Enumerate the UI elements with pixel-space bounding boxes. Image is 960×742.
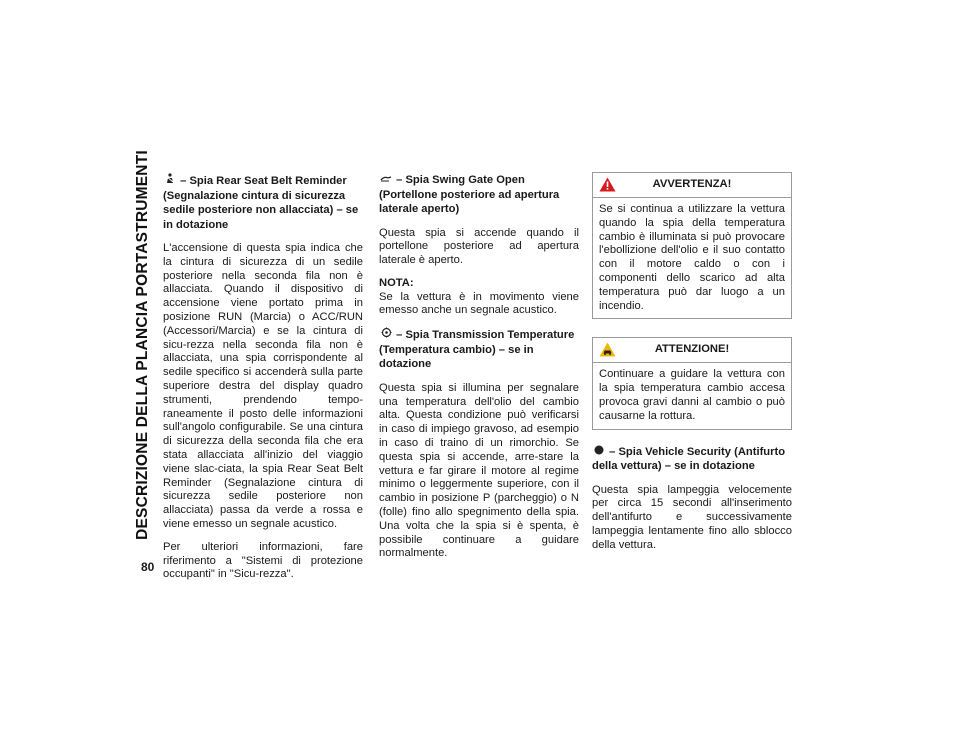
rear-seat-belt-heading [163, 173, 363, 232]
caution-title: ATTENZIONE! [654, 343, 730, 356]
transmission-temperature-heading [379, 327, 579, 372]
nota-text: Se la vettura è in movimento viene emesso anche un segnale acustico. [379, 290, 579, 317]
transmission-temperature-icon [379, 327, 393, 343]
column-middle [379, 173, 579, 570]
caution-box [592, 337, 792, 429]
section-title-vertical [132, 149, 154, 540]
paragraph: Questa spia si illumina per segnalare una temperatura dell'olio del cambio alta. Questa condizione può verificarsi in caso di impiego gravoso, ad esempio in caso di traino di un rimorchio. Se questa spia si accende, arre-stare la vettura e far girare il motore al regime minimo o leggermente superiore, con il cambio in posizione P (parcheggio) o N (folle) fino allo spegnimento della spia. Una volta che la spia si è spenta, è possibile continuare a guidare normalmente. [379, 381, 579, 560]
paragraph: Questa spia lampeggia velocemente per circa 15 secondi all'inserimento dell'antifurto e successivamente lampeggia lentamente fino allo sblocco della vettura. [592, 483, 792, 551]
section-title-text: DESCRIZIONE DELLA PLANCIA PORTASTRUMENTI [134, 149, 151, 540]
column-left [163, 173, 363, 591]
warning-title: AVVERTENZA! [652, 178, 732, 190]
heading-text: – Spia Swing Gate Open (Portellone posteriore ad apertura laterale aperto) [379, 174, 560, 215]
warning-text: Se si continua a utilizzare la vettura quando la spia della temperatura cambio è illuminata si può provocare l'ebollizione dell'olio e il suo contatto con il motore caldo o con i componenti dello scarico ad alta temperatura può dar luogo a un incendio. [599, 203, 785, 312]
heading-text: – Spia Vehicle Security (Antifurto della vettura) – se in dotazione [592, 445, 786, 473]
swing-gate-icon [379, 173, 393, 188]
vehicle-security-heading [592, 445, 792, 474]
column-right [592, 172, 792, 562]
caution-text: Continuare a guidare la vettura con la spia temperatura cambio accesa provoca gravi danni al cambio o può causarne la rottura. [599, 368, 785, 422]
caution-header [593, 338, 791, 363]
nota-label: NOTA: [379, 276, 414, 289]
nota-block [379, 277, 579, 318]
paragraph: L'accensione di questa spia indica che la cintura di sicurezza di un sedile posteriore nella seconda fila non è allacciata. Quando il dispositivo di accensione viene portato prima in posizione RUN (Marcia) o ACC/RUN (Accessori/Marcia) e se la cintura di sicu-rezza nella seconda fila non è allacciata, una spia corrispondente al sedile specifico si accenderà sulla parte superiore destra del display quadro strumenti, prendendo tempo-raneamente il posto delle informazioni sull'angolo configurabile. Se una cintura di sicurezza della seconda fila che era stata allacciata all'inizio del viaggio viene slac-ciata, la spia Rear Seat Belt Reminder (Segnalazione cintura di sicurezza sedile posteriore non allacciata) passa da verde a rossa e viene emesso un segnale acustico. [163, 242, 363, 530]
heading-text: – Spia Rear Seat Belt Reminder (Segnalazione cintura di sicurezza sedile posteriore non allacciata) – se in dotazione [163, 175, 359, 231]
vehicle-security-icon [592, 445, 606, 460]
warning-box [592, 172, 792, 319]
page-number: 80 [141, 560, 155, 574]
swing-gate-heading [379, 173, 579, 217]
heading-text: – Spia Transmission Temperature (Temperatura cambio) – se in dotazione [379, 329, 575, 371]
warning-header [593, 173, 791, 198]
paragraph: Per ulteriori informazioni, fare riferimento a "Sistemi di protezione occupanti" in "Sicu-rezza". [163, 540, 363, 581]
paragraph: Questa spia si accende quando il portellone posteriore ad apertura laterale è aperto. [379, 226, 579, 267]
seat-belt-icon [163, 173, 177, 189]
